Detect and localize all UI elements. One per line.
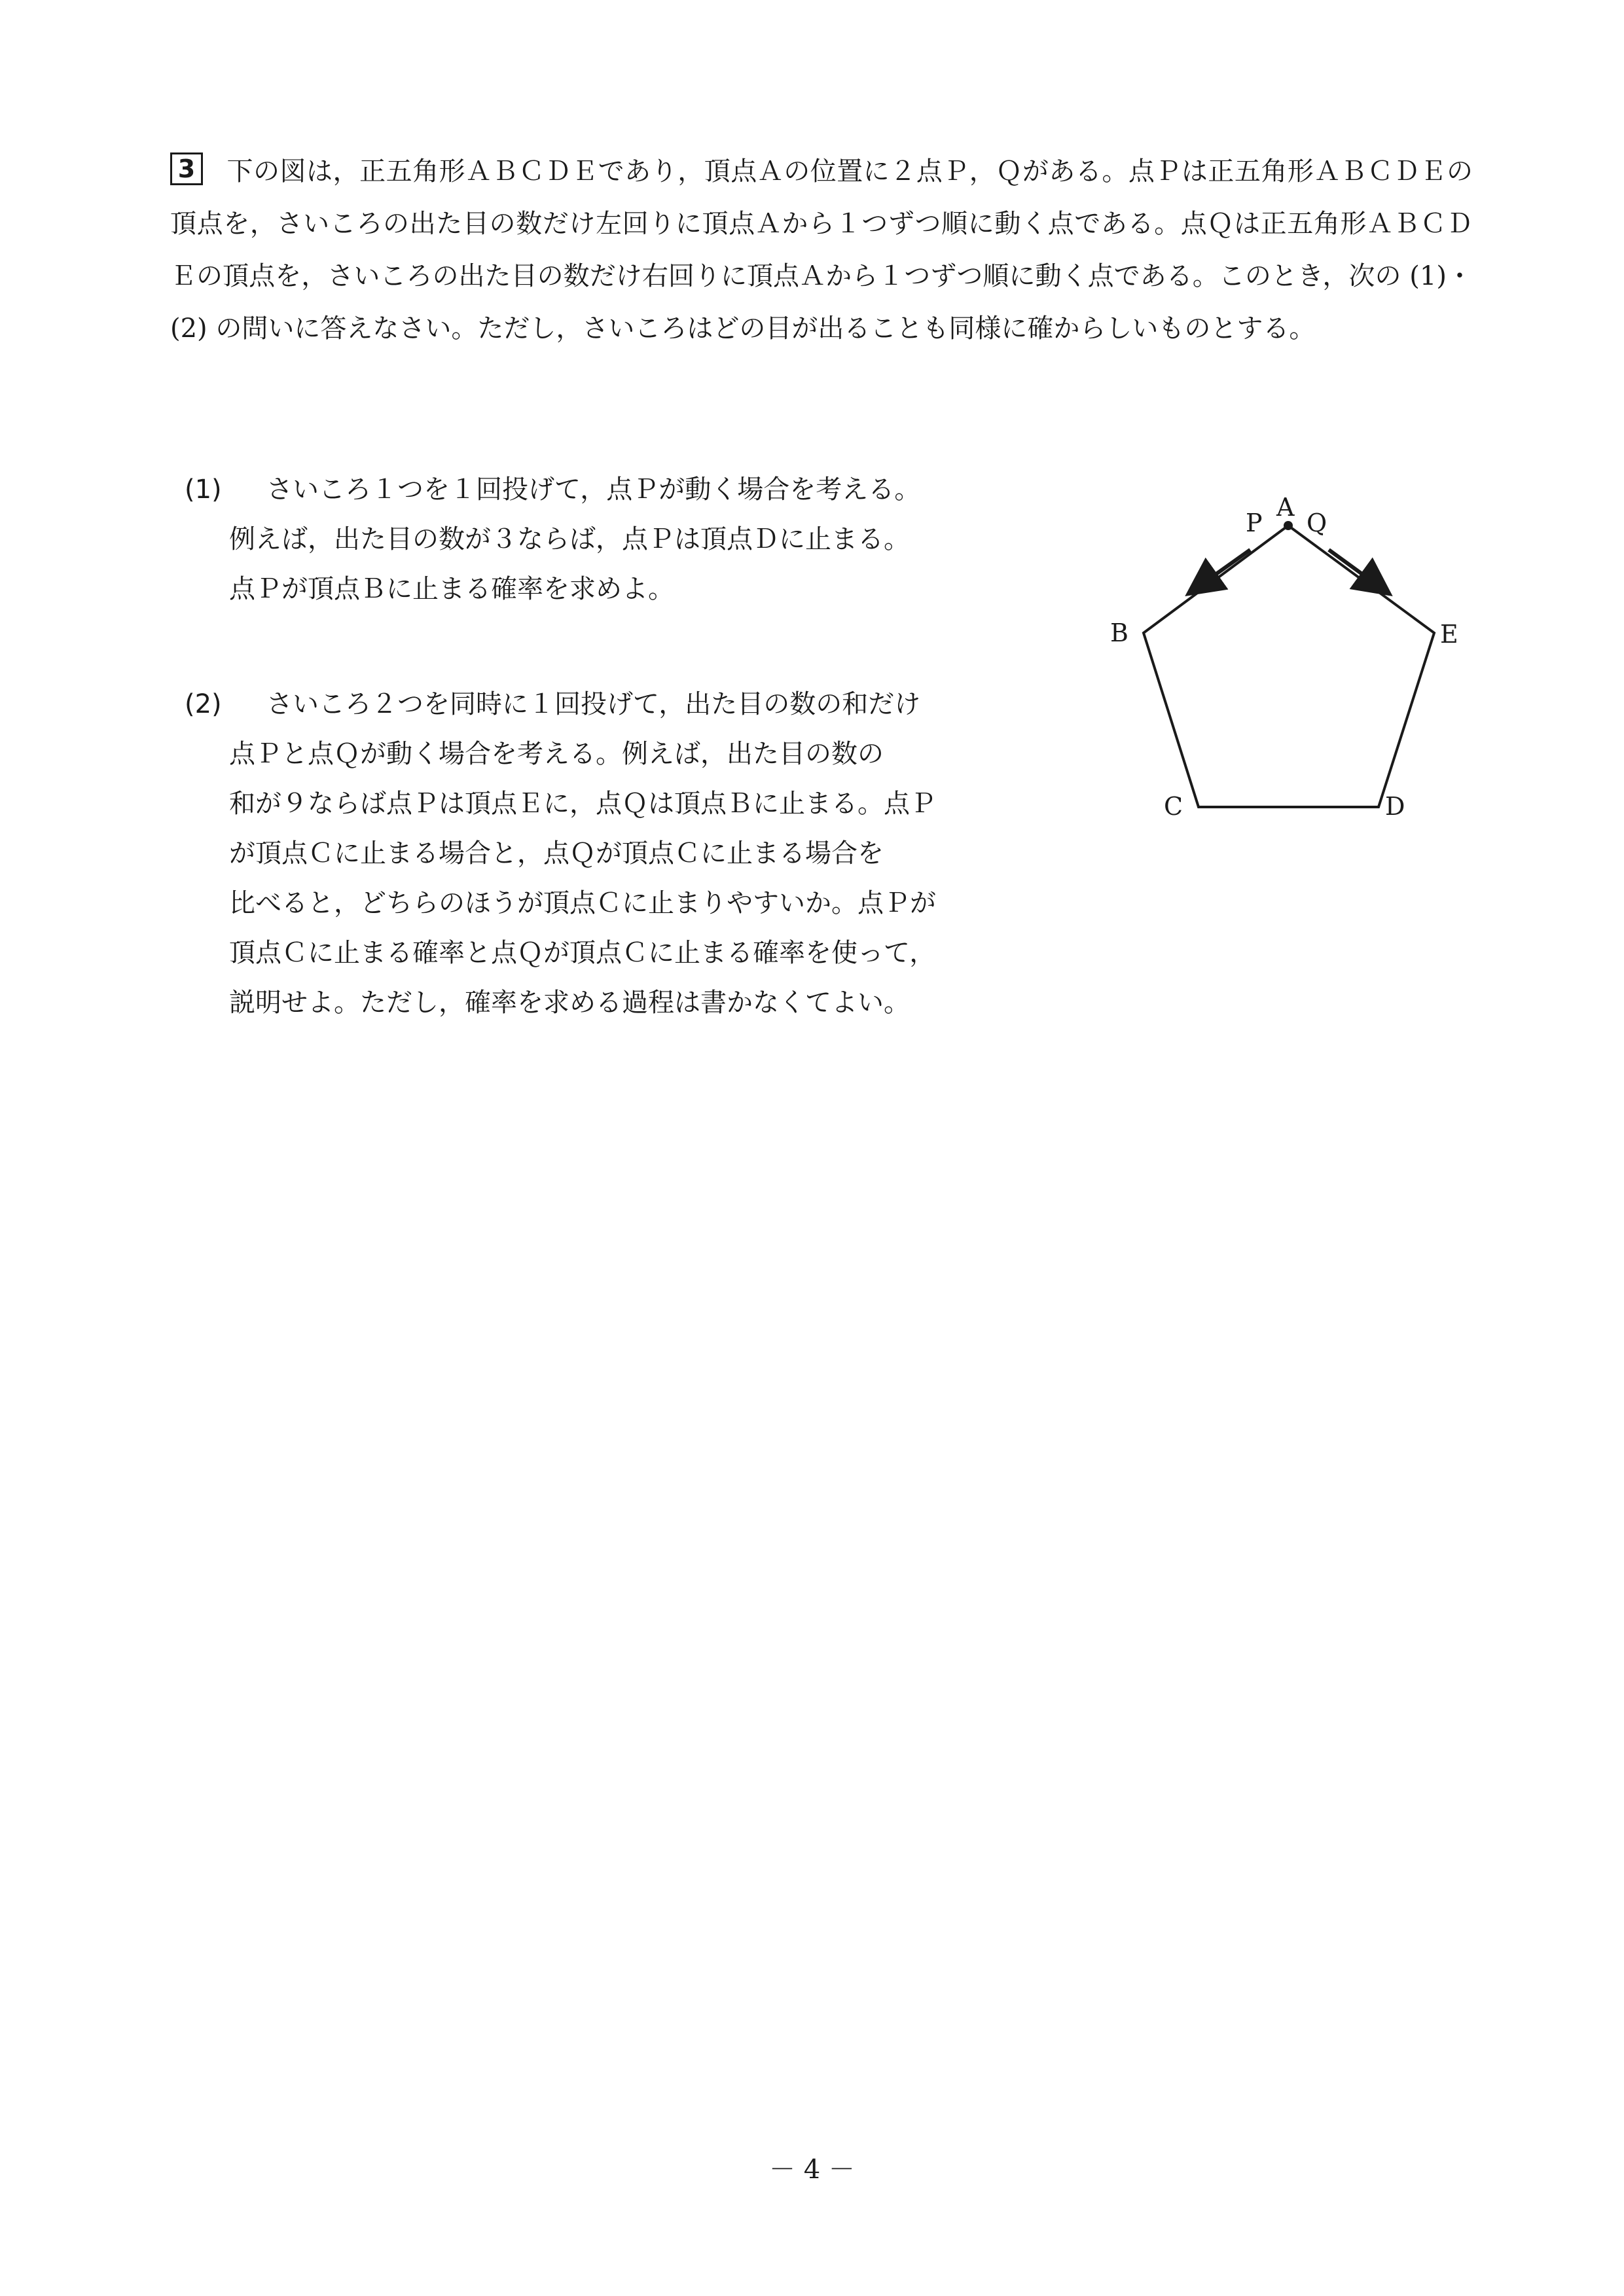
vertex-a-dot	[1284, 521, 1293, 530]
arrow-p-icon	[1191, 550, 1250, 592]
question-1	[185, 465, 1036, 614]
question-2-number: (2)	[185, 689, 222, 719]
point-label-p: P	[1246, 509, 1263, 537]
problem-number: 3	[170, 152, 203, 185]
vertex-label-e: E	[1440, 620, 1458, 649]
question-1-number: (1)	[185, 475, 222, 505]
vertex-label-b: B	[1110, 619, 1128, 647]
question-2	[185, 679, 1036, 1028]
problem-intro-text: 下の図は，正五角形ＡＢＣＤＥであり，頂点Ａの位置に２点Ｐ，Ｑがある。点Ｐは正五角形ＡＢＣＤＥの頂点を，さいころの出た目の数だけ左回りに頂点Ａから１つずつ順に動く点である。点Ｑは正五角形ＡＢＣＤＥの頂点を，さいころの出た目の数だけ右回りに頂点Ａから１つずつ順に動く点である。このとき，次の (1)・(2) の問いに答えなさい。ただし，さいころはどの目が出ることも同様に確からしいものとする。	[170, 156, 1473, 344]
vertex-label-c: C	[1164, 792, 1183, 821]
question-2-line-6: 頂点Ｃに止まる確率と点Ｑが頂点Ｃに止まる確率を使って，	[229, 938, 936, 968]
question-2-line-2: 点Ｐと点Ｑが動く場合を考える。例えば，出た目の数の	[229, 739, 884, 769]
question-2-line-4: が頂点Ｃに止まる場合と，点Ｑが頂点Ｃに止まる場合を	[229, 838, 884, 869]
question-1-line-3: 点Ｐが頂点Ｂに止まる確率を求めよ。	[229, 574, 674, 604]
problem-intro	[170, 145, 1473, 355]
vertex-label-d: D	[1385, 792, 1405, 821]
point-label-q: Q	[1307, 509, 1327, 537]
arrow-q-icon	[1329, 550, 1386, 592]
question-1-line-2: 例えば，出た目の数が３ならば，点Ｐは頂点Ｄに止まる。	[229, 524, 910, 554]
question-2-line-5: 比べると，どちらのほうが頂点Ｃに止まりやすいか。点Ｐが	[229, 888, 936, 918]
pentagon-figure	[1087, 471, 1479, 838]
question-2-line-1: さいころ２つを同時に１回投げて，出た目の数の和だけ	[266, 689, 921, 719]
page-number: － 4 －	[769, 2155, 855, 2185]
vertex-label-a: A	[1276, 493, 1295, 522]
pentagon-shape	[1144, 526, 1434, 807]
question-2-line-7: 説明せよ。ただし，確率を求める過程は書かなくてよい。	[229, 988, 910, 1018]
question-2-line-3: 和が９ならば点Ｐは頂点Ｅに，点Ｑは頂点Ｂに止まる。点Ｐ	[229, 789, 936, 819]
question-1-line-1: さいころ１つを１回投げて，点Ｐが動く場合を考える。	[266, 475, 921, 505]
